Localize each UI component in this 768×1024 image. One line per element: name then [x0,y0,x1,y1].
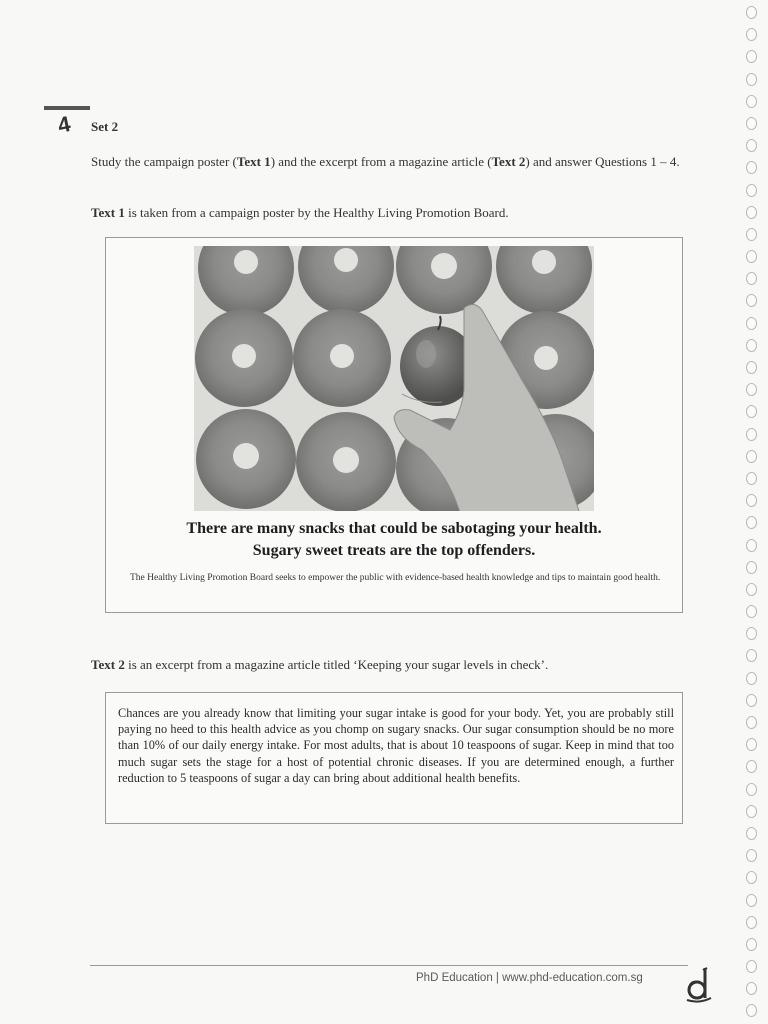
text1-description: is taken from a campaign poster by the Healthy Living Promotion Board. [124,205,509,220]
set-title: Set 2 [91,119,119,134]
donuts-apple-illustration [194,246,594,511]
binding-hole [746,206,757,219]
binding-hole [746,6,757,19]
binding-hole [746,827,757,840]
phd-logo-icon [683,966,713,1004]
binding-hole [746,50,757,63]
binding-hole [746,805,757,818]
magazine-excerpt-box [105,692,683,824]
text2-intro [91,656,691,673]
instructions-paragraph [91,153,691,170]
footer-divider [90,965,688,966]
binding-hole [746,73,757,86]
binding-hole [746,583,757,596]
binding-hole [746,894,757,907]
binding-hole [746,28,757,41]
binding-hole [746,960,757,973]
binding-hole [746,516,757,529]
poster-headline-line2: Sugary sweet treats are the top offenders. [252,542,536,559]
poster-headline-line1: There are many snacks that could be sabotaging your health. [186,520,602,537]
footer-text: PhD Education | www.phd-education.com.sg [416,972,643,984]
campaign-poster [105,237,683,613]
binding-hole [746,738,757,751]
binding-hole [746,938,757,951]
binding-hole [746,472,757,485]
binding-hole [746,161,757,174]
binding-hole [746,494,757,507]
binding-hole [746,250,757,263]
text1-intro [91,204,691,221]
binding-hole [746,228,757,241]
binding-hole [746,672,757,685]
binding-hole [746,272,757,285]
binding-hole [746,1004,757,1017]
binding-hole [746,339,757,352]
binding-hole [746,361,757,374]
binding-hole [746,184,757,197]
binding-hole [746,95,757,108]
binding-hole [746,139,757,152]
binding-hole [746,783,757,796]
donuts-apple-photo [194,246,594,511]
instructions-text: Study the campaign poster (Text 1) and the excerpt from a magazine article (Text 2) and answer Questions 1 – 4. [91,154,680,169]
magazine-excerpt-text: Chances are you already know that limiting your sugar intake is good for your body. Yet, you are probably still paying no heed to this health advice as you chomp on sugary snacks. Our sugar consumption should be no more than 10% of our daily energy intake. For most adults, that is about 10 teaspoons of sugar. Keep in mind that too much sugar sets the stage for a host of potential chronic diseases. If you are determined enough, a further reduction to 5 teaspoons of sugar a day can bring about additional health benefits. [118,706,674,785]
binding-hole [746,317,757,330]
poster-note: The Healthy Living Promotion Board seeks to empower the public with evidence-based health knowledge and tips to maintain good health. [130,573,661,583]
set-marker-bar [44,106,90,110]
binding-hole [746,294,757,307]
binding-hole [746,405,757,418]
binding-hole [746,428,757,441]
binding-hole [746,849,757,862]
binding-hole [746,605,757,618]
binding-hole [746,539,757,552]
binding-hole [746,916,757,929]
spiral-binding [746,6,760,1018]
binding-hole [746,450,757,463]
binding-hole [746,716,757,729]
text2-description: is an excerpt from a magazine article titled ‘Keeping your sugar levels in check’. [124,657,549,672]
binding-hole [746,383,757,396]
binding-hole [746,871,757,884]
text1-label: Text 1 [91,205,125,220]
text1-ref: Text 1 [236,154,271,169]
binding-hole [746,627,757,640]
set-number: 4 [55,111,73,139]
binding-hole [746,649,757,662]
binding-hole [746,760,757,773]
binding-hole [746,982,757,995]
binding-hole [746,561,757,574]
text2-ref: Text 2 [491,154,526,169]
binding-hole [746,117,757,130]
binding-hole [746,694,757,707]
text2-label: Text 2 [91,657,125,672]
